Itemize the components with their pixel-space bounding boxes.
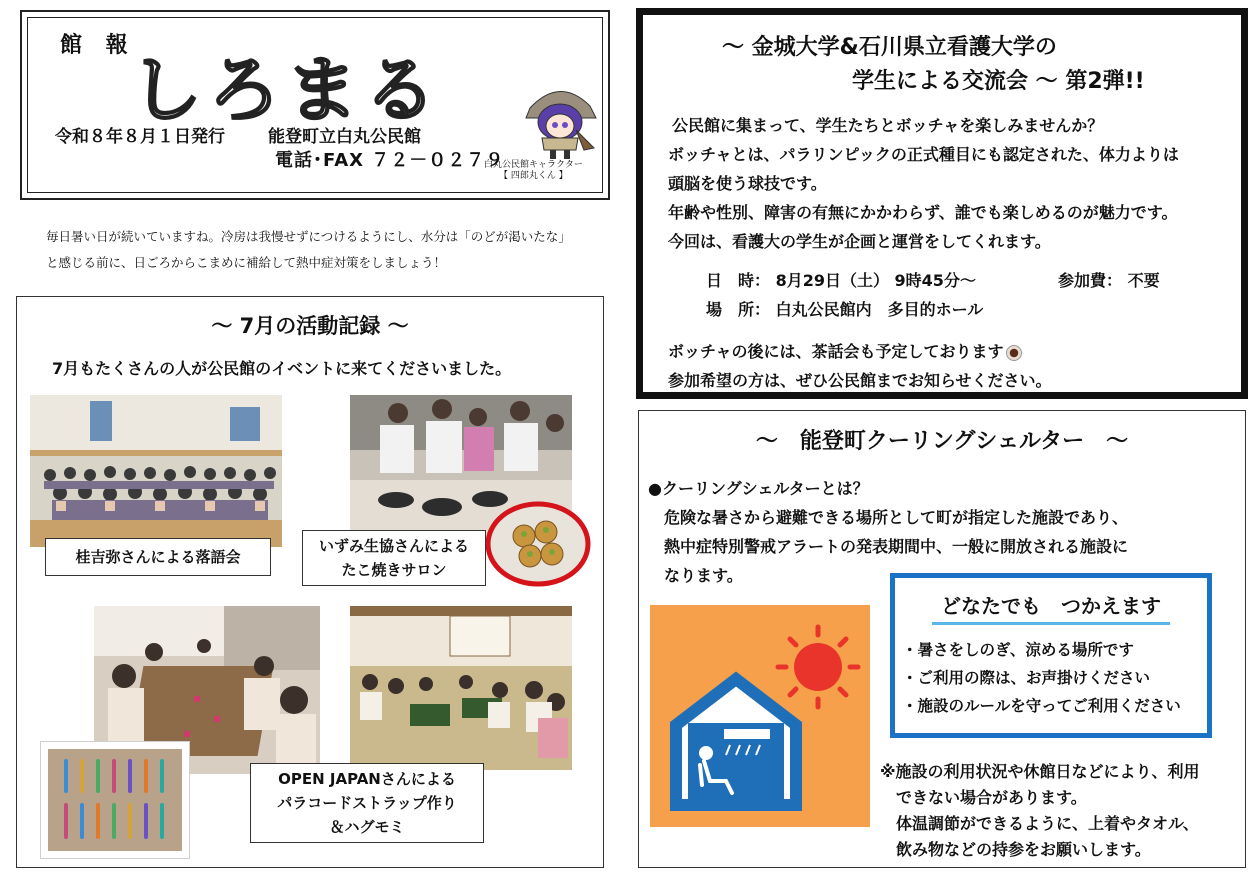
phone-fax: 電話･FAX ７２－０２７９: [275, 150, 505, 171]
rakugo-audience-photo: [30, 395, 282, 547]
event-date: 日 時： 8月29日（土） 9時45分～: [706, 271, 976, 290]
hugmomi-session-photo: [350, 606, 572, 770]
cooling-shelter-title: ～ 能登町クーリングシェルター ～: [755, 429, 1129, 454]
anyone-can-use-list: [902, 636, 1181, 720]
list-item: ・ご利用の際は、お声掛けください: [902, 669, 1151, 687]
takoyaki-closeup-image: [484, 500, 592, 588]
event-paragraph: [668, 337, 1022, 366]
title-underline: [932, 622, 1170, 625]
event-paragraph: ボッチャとは、パラリンピックの正式種目にも認定された、体力よりは: [668, 145, 1179, 164]
cooling-answer: なります。: [664, 566, 743, 585]
activities-title: ～ 7月の活動記録 ～: [211, 314, 409, 338]
tea-party-text: ボッチャの後には、茶話会も予定しております: [668, 342, 1004, 361]
list-item: ・施設のルールを守ってご利用ください: [902, 697, 1181, 715]
caption-strap-line3: ＆ハグモミ: [329, 818, 405, 836]
anyone-can-use-title: どなたでも つかえます: [941, 594, 1161, 618]
event-paragraph: 今回は、看護大の学生が企画と運営をしてくれます。: [668, 232, 1051, 251]
caption-takoyaki-line1: いずみ生協さんによる: [318, 537, 469, 555]
mascot-caption: [484, 160, 583, 182]
intro-text: [46, 224, 596, 276]
event-paragraph: 参加希望の方は、ぜひ公民館までお知らせください。: [668, 371, 1052, 390]
mascot-caption-line1: 白丸公民館キャラクター: [484, 160, 583, 170]
cooling-shelter-icon: [650, 605, 870, 827]
cooling-note: 飲み物などの持参をお願いします。: [896, 840, 1151, 859]
cooling-note: ※施設の利用状況や休館日などにより、利用: [880, 762, 1200, 781]
intro-line: と感じる前に、日ごろからこまめに補給して熱中症対策をしましょう！: [46, 255, 447, 270]
list-item: ・暑さをしのぎ、涼める場所です: [902, 641, 1134, 659]
cooling-note: 体温調節ができるように、上着やタオル、: [896, 814, 1199, 833]
event-title-line2: 学生による交流会 ～ 第2弾!!: [852, 69, 1145, 94]
caption-rakugo-text: 桂吉弥さんによる落語会: [75, 548, 241, 566]
caption-takoyaki: [302, 530, 486, 586]
newsletter-label: 館 報: [60, 33, 136, 58]
event-paragraph: 公民館に集まって、学生たちとボッチャを楽しみませんか？: [672, 116, 1104, 135]
caption-strap-line1: OPEN JAPANさんによる: [278, 770, 456, 788]
caption-rakugo: [45, 538, 271, 576]
event-fee: 参加費： 不要: [1058, 271, 1160, 290]
caption-takoyaki-line2: たこ焼きサロン: [341, 561, 447, 579]
organization-name: 能登町立白丸公民館: [268, 127, 421, 147]
newsletter-title: しろまる: [130, 48, 443, 132]
caption-strap-hugmomi: [250, 763, 484, 843]
tea-cup-icon: [1006, 345, 1022, 361]
event-title-line1: ～ 金城大学&石川県立看護大学の: [722, 35, 1057, 60]
cooling-answer: 熱中症特別警戒アラートの発表期間中、一般に開放される施設に: [664, 537, 1129, 556]
event-paragraph: 頭脳を使う球技です。: [668, 174, 827, 193]
issue-date: 令和８年８月１日発行: [55, 127, 225, 147]
event-place: 場 所： 白丸公民館内 多目的ホール: [706, 300, 984, 319]
activities-lead: 7月もたくさんの人が公民館のイベントに来てくださいました。: [52, 359, 512, 378]
mascot-caption-line2: 【 四郎丸くん 】: [499, 171, 568, 181]
cooling-answer: 危険な暑さから避難できる場所として町が指定した施設であり、: [664, 508, 1129, 527]
caption-strap-line2: パラコードストラップ作り: [277, 794, 457, 812]
event-paragraph: 年齢や性別、障害の有無にかかわらず、誰でも楽しめるのが魅力です。: [668, 203, 1178, 222]
mascot-character-image: [522, 78, 598, 160]
cooling-question: ●クーリングシェルターとは？: [648, 479, 869, 498]
paracord-straps-image: [40, 741, 190, 859]
cooling-note: できない場合があります。: [896, 788, 1087, 807]
intro-line: 毎日暑い日が続いていますね。冷房は我慢せずにつけるようにし、水分は「のどが渇いたな」: [46, 229, 571, 244]
